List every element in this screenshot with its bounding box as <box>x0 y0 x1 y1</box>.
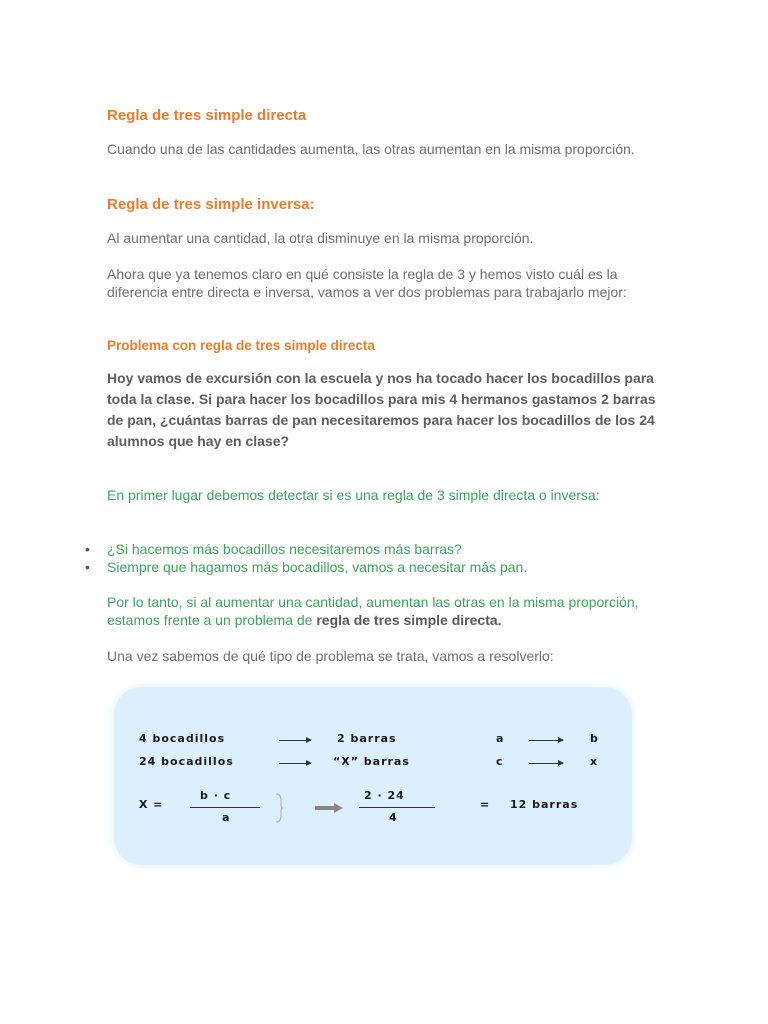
row2-left: 24 bocadillos <box>139 755 234 768</box>
definition-directa: Cuando una de las cantidades aumenta, las otras aumentan en la misma proporción. <box>107 141 635 157</box>
question-list <box>0 540 527 576</box>
resolve-paragraph: Una vez sabemos de qué tipo de problema se trata, vamos a resolverlo: <box>107 648 554 664</box>
heading-inversa: Regla de tres simple inversa: <box>107 196 315 213</box>
arrow-icon <box>529 740 563 741</box>
result: 12 barras <box>510 798 579 811</box>
row2-c: c <box>496 755 504 768</box>
list-item: • ¿Si hacemos más bocadillos necesitaremos más barras? <box>85 541 462 557</box>
bracket-icon <box>274 793 284 823</box>
formula-numerator: b · c <box>200 789 232 802</box>
arrow-icon <box>279 763 311 764</box>
rule-of-three-figure <box>114 687 632 865</box>
intro-paragraph: Ahora que ya tenemos claro en qué consiste la regla de 3 y hemos visto cuál es la diferencia entre directa e inversa, vamos a ver dos problemas para trabajarlo mejor: <box>107 266 627 300</box>
problem-statement: Hoy vamos de excursión con la escuela y nos ha tocado hacer los bocadillos para toda la clase. Si para hacer los bocadillos para mis 4 hermanos gastamos 2 barras de pan, ¿cuántas barras de pan necesitaremos para hacer los bocadillos de los 24 alumnos que hay en clase? <box>107 370 656 449</box>
row1-mid: 2 barras <box>337 732 397 745</box>
arrow-icon <box>529 763 563 764</box>
values-numerator: 2 · 24 <box>364 789 405 802</box>
formula-denominator: a <box>222 811 231 824</box>
row1-left: 4 bocadillos <box>139 732 226 745</box>
definition-inversa: Al aumentar una cantidad, la otra disminuye en la misma proporción. <box>107 230 534 246</box>
x-equals: X = <box>139 798 164 811</box>
list-item: • Siempre que hagamos más bocadillos, vamos a necesitar más pan. <box>85 559 528 575</box>
detect-paragraph: En primer lugar debemos detectar si es una regla de 3 simple directa o inversa: <box>107 487 600 503</box>
fraction-line <box>190 807 260 808</box>
problem-heading: Problema con regla de tres simple directa <box>107 338 375 353</box>
conclusion-paragraph: Por lo tanto, si al aumentar una cantidad, aumentan las otras en la misma proporción, estamos frente a un problema de regla de tres simple directa. <box>107 594 639 628</box>
row1-b: b <box>590 732 599 745</box>
equals-sign: = <box>480 798 491 811</box>
fraction-line <box>359 807 435 808</box>
conclusion-bold: regla de tres simple directa. <box>316 612 502 628</box>
arrow-icon <box>279 740 311 741</box>
thick-arrow-icon <box>315 803 345 813</box>
values-denominator: 4 <box>389 811 398 824</box>
heading-directa: Regla de tres simple directa <box>107 107 307 124</box>
row2-mid: “X” barras <box>333 755 410 768</box>
row2-x: x <box>590 755 599 768</box>
row1-a: a <box>496 732 505 745</box>
